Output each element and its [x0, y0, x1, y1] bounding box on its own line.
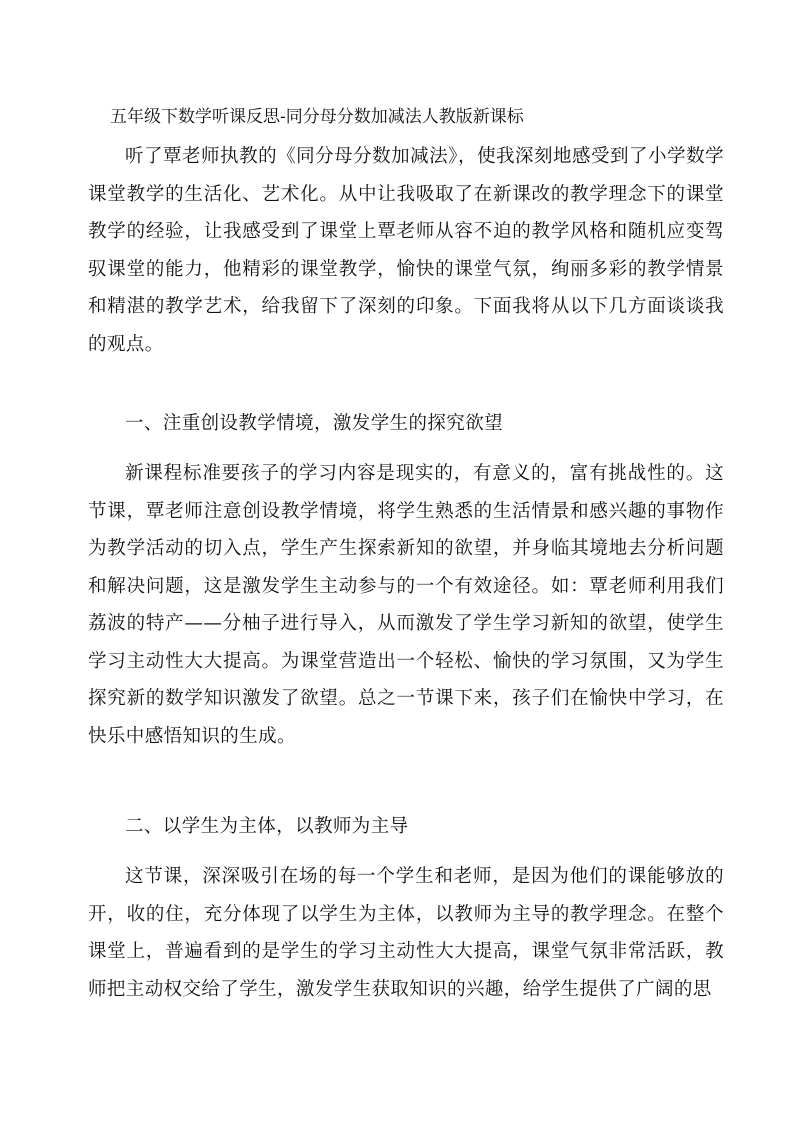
paragraph-section-2: 这节课，深深吸引在场的每一个学生和老师，是因为他们的课能够放的开，收的住，充分体现了以学生为主体，以教师为主导的教学理念。在整个课堂上，普遍看到的是学生的学习主动性大大提高，课堂气氛非常活跃，教师把主动权交给了学生，激发学生获取知识的兴趣，给学生提供了广阔的思: [88, 866, 724, 1000]
document-title: 五年级下数学听课反思-同分母分数加减法人教版新课标: [110, 107, 524, 127]
paragraph-section-1: 新课程标准要孩子的学习内容是现实的，有意义的，富有挑战性的。这节课，覃老师注意创设教学情境，将学生熟悉的生活情景和感兴趣的事物作为教学活动的切入点，学生产生探索新知的欲望，并身临其境地去分析问题和解决问题，这是激发学生主动参与的一个有效途径。如：覃老师利用我们荔波的特产——分柚子进行导入，从而激发了学生学习新知的欲望，使学生学习主动性大大提高。为课堂营造出一个轻松、愉快的学习氛围，又为学生探究新的数学知识激发了欲望。总之一节课下来，孩子们在愉快中学习，在快乐中感悟知识的生成。: [88, 463, 724, 747]
section-heading-1: 一、注重创设教学情境，激发学生的探究欲望: [125, 413, 504, 434]
paragraph-intro: 听了覃老师执教的《同分母分数加减法》，使我深刻地感受到了小学数学课堂教学的生活化、艺术化。从中让我吸取了在新课改的教学理念下的课堂教学的经验，让我感受到了课堂上覃老师从容不迫的教学风格和随机应变驾驭课堂的能力，他精彩的课堂教学，愉快的课堂气氛，绚丽多彩的教学情景和精湛的教学艺术，给我留下了深刻的印象。下面我将从以下几方面谈谈我的观点。: [88, 146, 724, 355]
section-heading-2: 二、以学生为主体，以教师为主导: [125, 816, 409, 837]
